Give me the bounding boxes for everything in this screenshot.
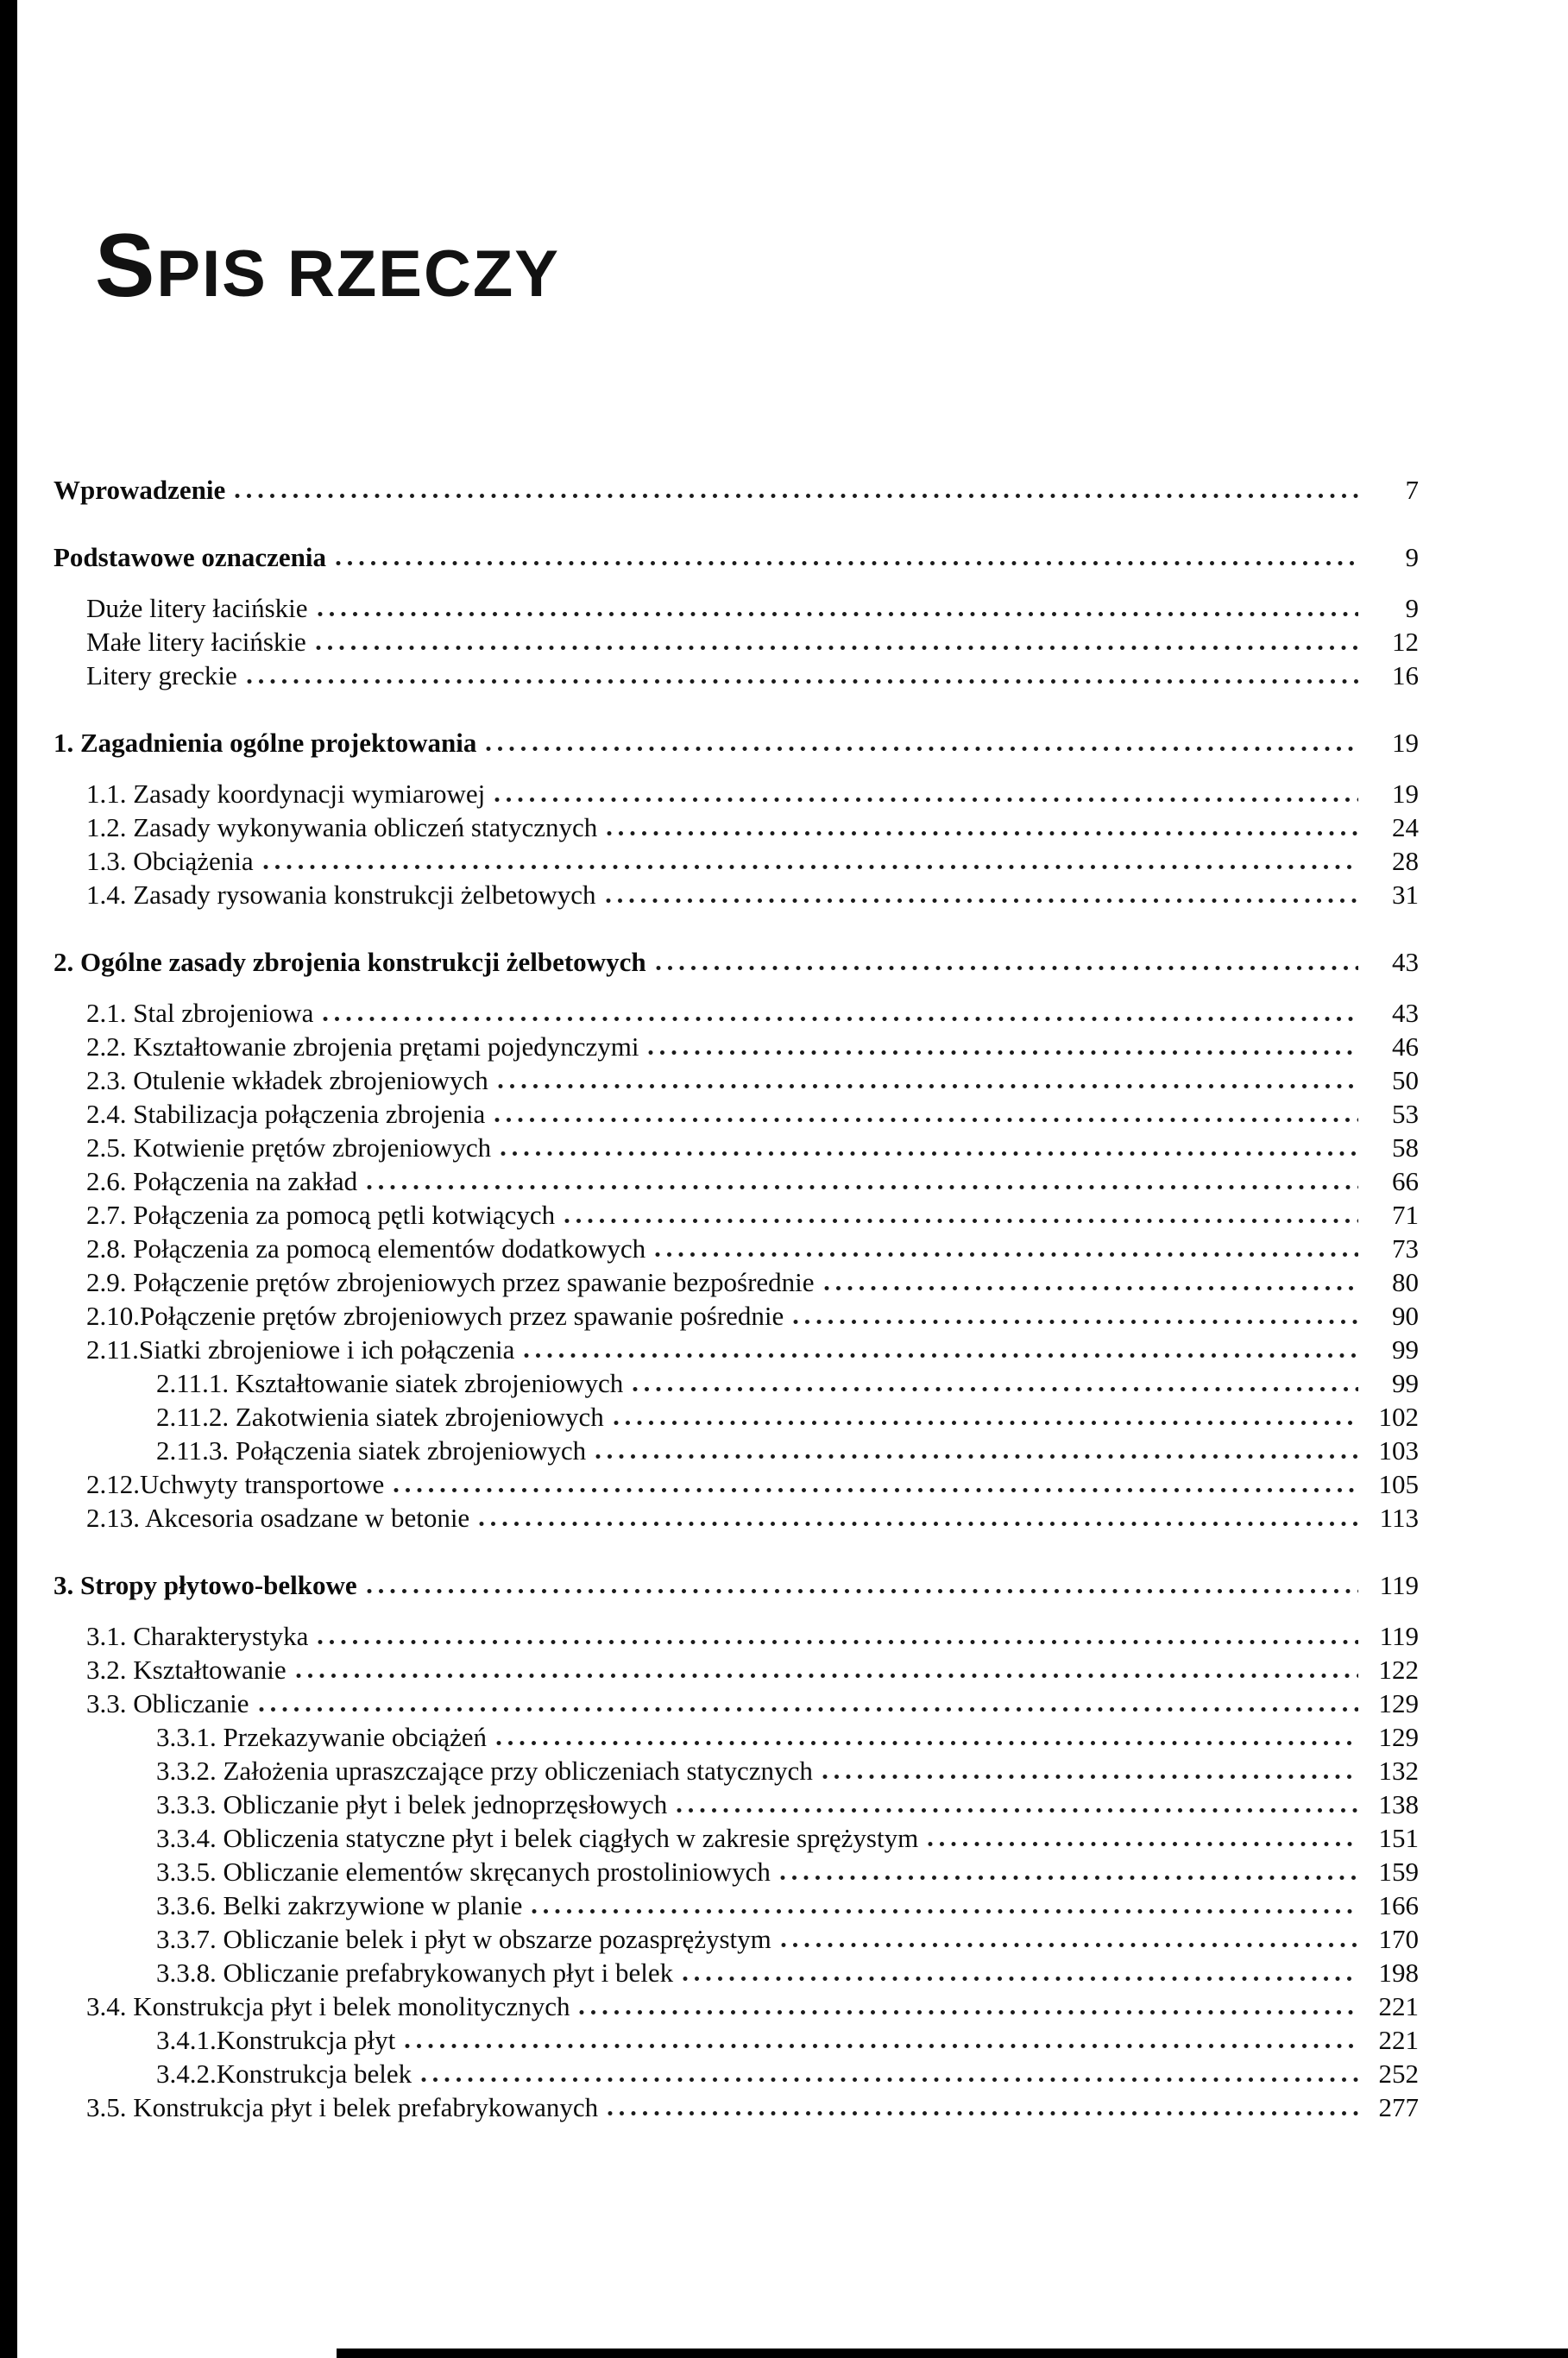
leader-dots [682,1975,1358,1983]
toc-entry-page: 99 [1392,1334,1419,1365]
toc-entry-page: 73 [1392,1233,1419,1264]
toc-entry-page: 9 [1405,542,1419,572]
toc-entry [54,591,1419,625]
toc-entry-page: 53 [1392,1099,1419,1129]
toc-entry-label: 3. Stropy płytowo-belkowe [54,1570,357,1600]
leader-dots [485,745,1358,753]
leader-dots [523,1352,1358,1359]
toc-entry [54,625,1419,659]
leader-dots [564,1217,1358,1225]
toc-entry [54,1434,1419,1467]
toc-entry-label: 2.3. Otulenie wkładek zbrojeniowych [86,1065,488,1095]
leader-dots [246,678,1358,685]
toc-entry [54,1299,1419,1333]
toc-entry [54,996,1419,1030]
toc-entry [54,777,1419,810]
toc-entry-label: 3.1. Charakterystyka [86,1621,309,1651]
leader-dots [497,1082,1358,1090]
leader-dots [823,1284,1358,1292]
toc-entry-page: 105 [1378,1469,1419,1499]
toc-entry [54,1821,1419,1855]
leader-dots [655,964,1358,972]
leader-dots [605,897,1358,905]
toc-entry [54,1922,1419,1956]
toc-entry [54,1754,1419,1787]
toc-entry-page: 80 [1392,1267,1419,1297]
toc-entry-page: 221 [1378,1991,1419,2021]
toc-entry-page: 122 [1378,1655,1419,1685]
toc-entry-page: 66 [1392,1166,1419,1196]
toc-entry-page: 159 [1378,1857,1419,1887]
leader-dots [322,1015,1358,1023]
toc-entry-page: 119 [1379,1570,1419,1600]
toc-entry [54,1855,1419,1888]
toc-entry [54,1720,1419,1754]
leader-dots [595,1453,1358,1460]
toc-entry-label: 1.3. Obciążenia [86,846,254,876]
toc-entry-label: 1.1. Zasady koordynacji wymiarowej [86,779,486,809]
toc-entry [54,1333,1419,1366]
leader-dots [366,1183,1358,1191]
toc-entry-label: 3.3. Obliczanie [86,1688,249,1718]
leader-dots [500,1150,1358,1157]
toc-entry-page: 170 [1378,1924,1419,1954]
leader-dots [647,1049,1358,1056]
leader-dots [606,829,1358,837]
page-title-rest: PIS RZECZY [156,237,560,311]
toc-entry-label: 3.3.7. Obliczanie belek i płyt w obszarze pozasprężystym [156,1924,771,1954]
toc-entry [54,2090,1419,2124]
toc-entry-page: 198 [1378,1958,1419,1988]
toc-entry-page: 43 [1392,947,1419,977]
toc-entry-page: 16 [1392,660,1419,690]
leader-dots [404,2042,1358,2050]
toc-entry [54,1063,1419,1097]
toc-entry [54,1198,1419,1232]
toc-entry-page: 138 [1378,1789,1419,1819]
leader-dots [607,2109,1358,2117]
toc-entry-label: 3.2. Kształtowanie [86,1655,287,1685]
toc-entry-label: 3.3.6. Belki zakrzywione w planie [156,1890,523,1920]
leader-dots [478,1520,1358,1528]
toc-entry-page: 277 [1378,2092,1419,2122]
toc-entry-label: Małe litery łacińskie [86,627,306,657]
toc-entry-label: 3.4.1.Konstrukcja płyt [156,2025,396,2055]
toc-entry-page: 31 [1392,880,1419,910]
toc-entry-page: 113 [1379,1503,1419,1533]
toc-entry [54,1366,1419,1400]
toc-entry [54,1501,1419,1535]
toc-entry-page: 7 [1405,475,1419,505]
leader-dots [262,863,1358,871]
toc-entry [54,1265,1419,1299]
toc-entry-label: 3.4.2.Konstrukcja belek [156,2059,412,2089]
toc-entry [54,1164,1419,1198]
toc-entry [54,1653,1419,1687]
toc-entry [54,1400,1419,1434]
toc-entry-label: 3.3.8. Obliczanie prefabrykowanych płyt i belek [156,1958,674,1988]
toc-entry-page: 58 [1392,1132,1419,1163]
toc-entry-page: 103 [1378,1435,1419,1466]
toc-entry-label: 2.1. Stal zbrojeniowa [86,998,314,1028]
toc-entry [54,1467,1419,1501]
leader-dots [676,1806,1358,1814]
toc-entry-page: 9 [1405,593,1419,623]
toc-entry-label: 2.11.3. Połączenia siatek zbrojeniowych [156,1435,587,1466]
toc-entry [54,1989,1419,2023]
toc-entry-page: 90 [1392,1301,1419,1331]
toc-entry [54,726,1419,760]
toc-entry-label: 2.8. Połączenia za pomocą elementów dodatkowych [86,1233,646,1264]
toc-entry-page: 151 [1378,1823,1419,1853]
leader-dots [792,1318,1358,1326]
toc-entry [54,878,1419,911]
toc-entry-label: 2.11.Siatki zbrojeniowe i ich połączenia [86,1334,515,1365]
toc-entry-label: 3.3.1. Przekazywanie obciążeń [156,1722,488,1752]
leader-dots [420,2076,1358,2084]
toc-entry [54,1787,1419,1821]
scan-artifact-left-edge [0,0,17,2358]
toc-entry-label: 1.2. Zasady wykonywania obliczeń statycznych [86,812,598,842]
toc-entry-page: 43 [1392,998,1419,1028]
page-title-initial: S [95,216,157,316]
toc-entry-label: Wprowadzenie [54,475,226,505]
toc-entry [54,1030,1419,1063]
toc-entry-page: 19 [1392,728,1419,758]
toc-entry-label: 2.11.2. Zakotwienia siatek zbrojeniowych [156,1402,604,1432]
leader-dots [495,1739,1358,1747]
toc-entry [54,1232,1419,1265]
toc-entry-label: 2.9. Połączenie prętów zbrojeniowych przez spawanie bezpośrednie [86,1267,815,1297]
toc-entry [54,810,1419,844]
toc-entry-label: 2.4. Stabilizacja połączenia zbrojenia [86,1099,486,1129]
leader-dots [393,1486,1358,1494]
leader-dots [613,1419,1358,1427]
toc-entry [54,1131,1419,1164]
leader-dots [780,1941,1358,1949]
toc-entry [54,2023,1419,2057]
toc-entry [54,945,1419,979]
page-title [95,216,560,316]
leader-dots [234,492,1358,500]
toc-entry-page: 19 [1392,779,1419,809]
toc-entry-page: 129 [1378,1722,1419,1752]
toc-entry-label: 3.5. Konstrukcja płyt i belek prefabrykowanych [86,2092,599,2122]
toc-entry [54,2057,1419,2090]
toc-entry-label: 3.3.3. Obliczanie płyt i belek jednoprzęsłowych [156,1789,668,1819]
toc-entry-label: 2.13. Akcesoria osadzane w betonie [86,1503,470,1533]
leader-dots [494,796,1358,804]
leader-dots [295,1672,1358,1680]
leader-dots [927,1840,1358,1848]
toc-entry [54,844,1419,878]
toc-entry-page: 12 [1392,627,1419,657]
toc-entry [54,1619,1419,1653]
leader-dots [258,1705,1358,1713]
toc-entry-label: 2. Ogólne zasady zbrojenia konstrukcji żelbetowych [54,947,646,977]
toc-entry-page: 99 [1392,1368,1419,1398]
toc-entry-label: 1.4. Zasady rysowania konstrukcji żelbetowych [86,880,596,910]
leader-dots [578,2008,1358,2016]
leader-dots [317,1638,1358,1646]
toc-entry-label: 3.3.2. Założenia upraszczające przy obliczeniach statycznych [156,1756,813,1786]
leader-dots [335,559,1358,567]
toc-entry-label: 2.7. Połączenia za pomocą pętli kotwiących [86,1200,556,1230]
toc-entry-label: 3.3.5. Obliczanie elementów skręcanych prostoliniowych [156,1857,771,1887]
leader-dots [315,644,1358,652]
toc-entry-page: 28 [1392,846,1419,876]
toc-entry-page: 46 [1392,1031,1419,1062]
toc-entry-page: 132 [1378,1756,1419,1786]
toc-entry-label: 2.5. Kotwienie prętów zbrojeniowych [86,1132,492,1163]
scan-artifact-bottom-edge [337,2349,1568,2358]
toc-entry [54,1956,1419,1989]
toc-entry-page: 166 [1378,1890,1419,1920]
toc-entry-label: 2.2. Kształtowanie zbrojenia prętami pojedynczymi [86,1031,639,1062]
toc-entry-page: 71 [1392,1200,1419,1230]
toc-entry-page: 102 [1378,1402,1419,1432]
toc-entry-label: 2.10.Połączenie prętów zbrojeniowych przez spawanie pośrednie [86,1301,784,1331]
toc-entry-page: 119 [1379,1621,1419,1651]
toc-entry-page: 50 [1392,1065,1419,1095]
toc-entry [54,473,1419,507]
toc-entry [54,659,1419,692]
toc-entry [54,540,1419,574]
leader-dots [494,1116,1358,1124]
toc-entry-label: Litery greckie [86,660,237,690]
toc-entry [54,1097,1419,1131]
toc-entry-label: 3.4. Konstrukcja płyt i belek monolitycznych [86,1991,570,2021]
toc-entry-page: 221 [1378,2025,1419,2055]
toc-entry [54,1687,1419,1720]
leader-dots [822,1773,1358,1781]
toc-entry [54,1568,1419,1602]
toc-entry [54,1888,1419,1922]
leader-dots [531,1907,1358,1915]
leader-dots [317,610,1358,618]
toc-entry-page: 252 [1378,2059,1419,2089]
toc-entry-label: Duże litery łacińskie [86,593,308,623]
toc-entry-label: Podstawowe oznaczenia [54,542,326,572]
leader-dots [632,1385,1358,1393]
toc-entry-label: 1. Zagadnienia ogólne projektowania [54,728,477,758]
toc-entry-page: 129 [1378,1688,1419,1718]
toc-entry-label: 2.11.1. Kształtowanie siatek zbrojeniowych [156,1368,624,1398]
toc-list [54,473,1419,2124]
leader-dots [654,1251,1358,1258]
leader-dots [366,1587,1358,1595]
toc-entry-label: 3.3.4. Obliczenia statyczne płyt i belek ciągłych w zakresie sprężystym [156,1823,919,1853]
toc-entry-label: 2.12.Uchwyty transportowe [86,1469,385,1499]
toc-entry-page: 24 [1392,812,1419,842]
toc-entry-label: 2.6. Połączenia na zakład [86,1166,358,1196]
leader-dots [779,1874,1358,1882]
